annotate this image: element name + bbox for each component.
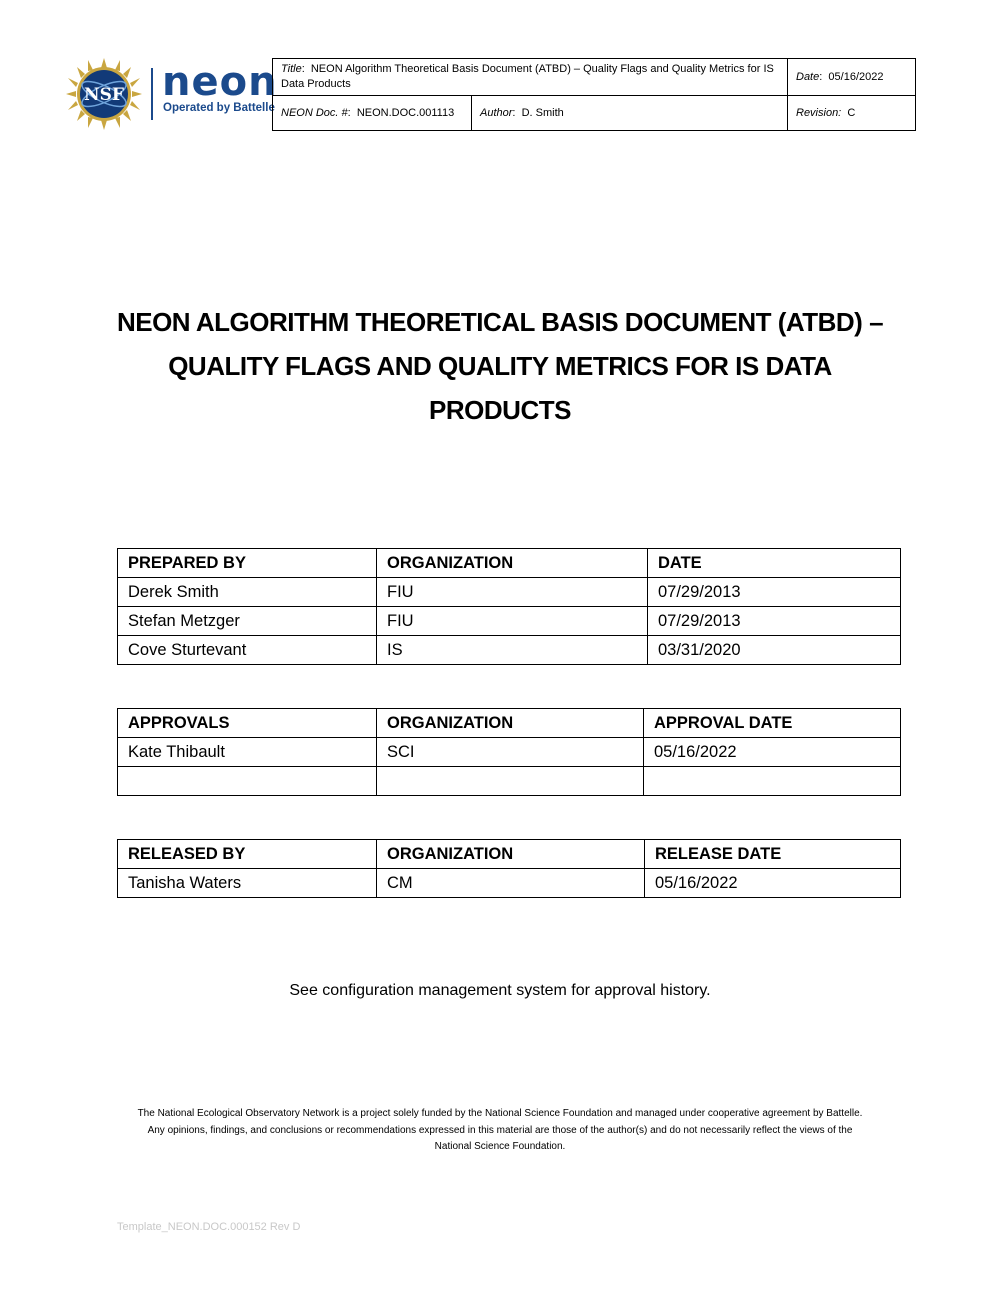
table-header: APPROVALS bbox=[118, 709, 377, 738]
approvals-table bbox=[117, 708, 901, 796]
disclaimer-line: Any opinions, findings, and conclusions or recommendations expressed in this material are those of the author(s) and do not necessarily reflect the views of the bbox=[147, 1124, 853, 1136]
document-title bbox=[100, 300, 900, 432]
logo-divider bbox=[151, 68, 153, 120]
table-row bbox=[118, 578, 901, 607]
table-cell: 05/16/2022 bbox=[644, 738, 901, 767]
table-cell: 07/29/2013 bbox=[648, 607, 901, 636]
table-cell: Tanisha Waters bbox=[118, 869, 377, 898]
table-cell: FIU bbox=[377, 578, 648, 607]
table-header: ORGANIZATION bbox=[377, 840, 645, 869]
document-title-line: QUALITY FLAGS AND QUALITY METRICS FOR IS DATA bbox=[168, 351, 832, 381]
table-header: ORGANIZATION bbox=[377, 709, 644, 738]
table-cell: 07/29/2013 bbox=[648, 578, 901, 607]
table-header: DATE bbox=[648, 549, 901, 578]
table-header: RELEASED BY bbox=[118, 840, 377, 869]
table-header: PREPARED BY bbox=[118, 549, 377, 578]
nsf-seal-text: NSF bbox=[84, 85, 124, 105]
header-revision-cell bbox=[788, 96, 916, 131]
disclaimer-line: The National Ecological Observatory Network is a project solely funded by the National Science Foundation and managed under cooperative agreement by Battelle. bbox=[137, 1108, 863, 1119]
table-row bbox=[118, 869, 901, 898]
header-revision-label: Revision: bbox=[796, 106, 842, 119]
table-header: RELEASE DATE bbox=[645, 840, 901, 869]
table-cell: Kate Thibault bbox=[118, 738, 377, 767]
table-cell bbox=[118, 767, 377, 796]
table-row bbox=[118, 767, 901, 796]
header-revision-value: C bbox=[847, 106, 856, 119]
configuration-note: See configuration management system for approval history. bbox=[289, 982, 711, 999]
document-title-line: PRODUCTS bbox=[429, 395, 571, 425]
nsf-seal-icon bbox=[66, 58, 142, 130]
disclaimer-line: National Science Foundation. bbox=[434, 1141, 566, 1152]
table-row bbox=[118, 607, 901, 636]
table-cell: 03/31/2020 bbox=[648, 636, 901, 665]
header-title-label: Title bbox=[281, 63, 302, 75]
table-cell: IS bbox=[377, 636, 648, 665]
table-row bbox=[118, 738, 901, 767]
table-cell bbox=[644, 767, 901, 796]
table-header: APPROVAL DATE bbox=[644, 709, 901, 738]
header-doc-value: NEON.DOC.001113 bbox=[356, 106, 455, 119]
document-title-line: NEON ALGORITHM THEORETICAL BASIS DOCUMENT (ATBD) – bbox=[116, 307, 884, 337]
header-author-value: D. Smith bbox=[521, 106, 564, 119]
header-date-label: Date bbox=[796, 70, 820, 83]
neon-tagline: Operated by Battelle bbox=[163, 102, 275, 114]
header-doc-cell: NEON Doc. #: NEON.DOC.001113 bbox=[273, 96, 472, 131]
table-cell: 05/16/2022 bbox=[645, 869, 901, 898]
table-cell: Cove Sturtevant bbox=[118, 636, 377, 665]
header-author-cell: Author: D. Smith bbox=[472, 96, 788, 131]
header-title-value: NEON Algorithm Theoretical Basis Document (ATBD) – Quality Flags and Quality Metrics for IS Data Products bbox=[281, 63, 774, 90]
header-author-label: Author bbox=[480, 106, 513, 119]
header-doc-label: NEON Doc. # bbox=[281, 106, 348, 119]
table-cell: Stefan Metzger bbox=[118, 607, 377, 636]
neon-logo bbox=[66, 58, 278, 130]
funding-disclaimer bbox=[110, 1106, 890, 1156]
table-row bbox=[118, 636, 901, 665]
neon-wordmark: neon bbox=[162, 59, 278, 105]
released-by-table bbox=[117, 839, 901, 898]
prepared-by-table bbox=[117, 548, 901, 665]
table-cell bbox=[377, 767, 644, 796]
template-id: Template_NEON.DOC.000152 Rev D bbox=[117, 1221, 301, 1233]
header-title-cell: Title: NEON Algorithm Theoretical Basis Document (ATBD) – Quality Flags and Quality Metrics for IS Data Products bbox=[273, 59, 788, 96]
table-cell: CM bbox=[377, 869, 645, 898]
table-cell: FIU bbox=[377, 607, 648, 636]
table-cell: SCI bbox=[377, 738, 644, 767]
table-header: ORGANIZATION bbox=[377, 549, 648, 578]
document-header-table bbox=[272, 58, 916, 131]
table-cell: Derek Smith bbox=[118, 578, 377, 607]
header-date-value: 05/16/2022 bbox=[828, 70, 884, 83]
header-date-cell: Date: 05/16/2022 bbox=[788, 59, 916, 96]
